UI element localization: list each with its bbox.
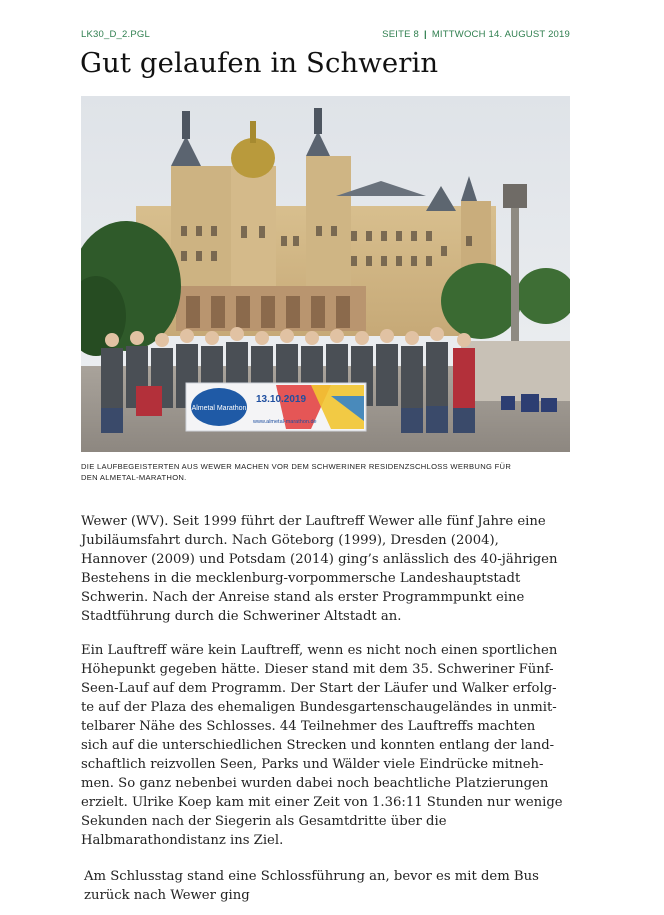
text-line: telbarer Nähe des Schlosses. 44 Teilnehmer des Lauftreffs machten bbox=[81, 719, 536, 734]
text-line: erzielt. Ulrike Koep kam mit einer Zeit von 1.36:11 Stunden nur wenige bbox=[81, 795, 563, 810]
lamp-post bbox=[511, 206, 519, 346]
castle-group-photo bbox=[81, 96, 570, 452]
caption-line: DEN ALMETAL-MARATHON. bbox=[81, 473, 187, 482]
header-separator: | bbox=[423, 29, 427, 40]
almetal-banner bbox=[186, 383, 366, 431]
article-paragraph-3 bbox=[84, 867, 573, 905]
article-photo bbox=[81, 96, 570, 452]
page-number: SEITE 8 bbox=[382, 29, 419, 40]
text-line: Schwerin. Nach der Anreise stand als erster Programmpunkt eine bbox=[81, 590, 525, 605]
text-line: Sekunden nach der Siegerin als Gesamtdritte über die bbox=[81, 814, 447, 829]
text-line: Jubiläumsfahrt durch. Nach Göteborg (1999), Dresden (2004), bbox=[81, 533, 499, 548]
file-id: LK30_D_2.PGL bbox=[81, 29, 150, 40]
page-info bbox=[382, 29, 570, 40]
article-paragraph-2 bbox=[81, 641, 570, 850]
article-title: Gut gelaufen in Schwerin bbox=[80, 47, 439, 79]
article-paragraph-1 bbox=[81, 512, 570, 626]
photo-caption bbox=[81, 461, 570, 483]
text-line: Stadtführung durch die Schweriner Altstadt an. bbox=[81, 609, 402, 624]
text-line: schaftlich reizvollen Seen, Parks und Wälder viele Eindrücke mitneh- bbox=[81, 757, 544, 772]
text-line: zurück nach Wewer ging bbox=[84, 888, 250, 903]
text-line: Wewer (WV). Seit 1999 führt der Lauftreff Wewer alle fünf Jahre eine bbox=[81, 514, 546, 529]
text-line: Hannover (2009) und Potsdam (2014) ging’s anlässlich des 40-jährigen bbox=[81, 552, 558, 567]
text-line: Höhepunkt gegeben hätte. Dieser stand mit dem 35. Schweriner Fünf- bbox=[81, 662, 554, 677]
text-line: Bestehens in die mecklenburg-vorpommersche Landeshauptstadt bbox=[81, 571, 521, 586]
text-line: sich auf die unterschiedlichen Strecken und konnten entlang der land- bbox=[81, 738, 555, 753]
text-line: Ein Lauftreff wäre kein Lauftreff, wenn es nicht noch einen sportlichen bbox=[81, 643, 558, 658]
text-line: Halbmarathondistanz ins Ziel. bbox=[81, 833, 284, 848]
banner-url: www.almetal-marathon.de bbox=[253, 419, 317, 425]
text-line: Seen-Lauf auf dem Programm. Der Start der Läufer und Walker erfolg- bbox=[81, 681, 557, 696]
text-line: Am Schlusstag stand eine Schlossführung an, bevor es mit dem Bus bbox=[84, 869, 539, 884]
caption-line: DIE LAUFBEGEISTERTEN AUS WEWER MACHEN VOR DEM SCHWERINER RESIDENZSCHLOSS WERBUNG FÜR bbox=[81, 462, 512, 471]
text-line: men. So ganz nebenbei wurden dabei noch beachtliche Platzierungen bbox=[81, 776, 549, 791]
banner-logo-text: Almetal Marathon bbox=[191, 405, 247, 412]
page-header bbox=[81, 29, 570, 43]
issue-date: MITTWOCH 14. AUGUST 2019 bbox=[431, 29, 570, 40]
banner-date: 13.10.2019 bbox=[256, 394, 307, 405]
text-line: te auf der Plaza des ehemaligen Bundesgartenschaugeländes in unmit- bbox=[81, 700, 557, 715]
